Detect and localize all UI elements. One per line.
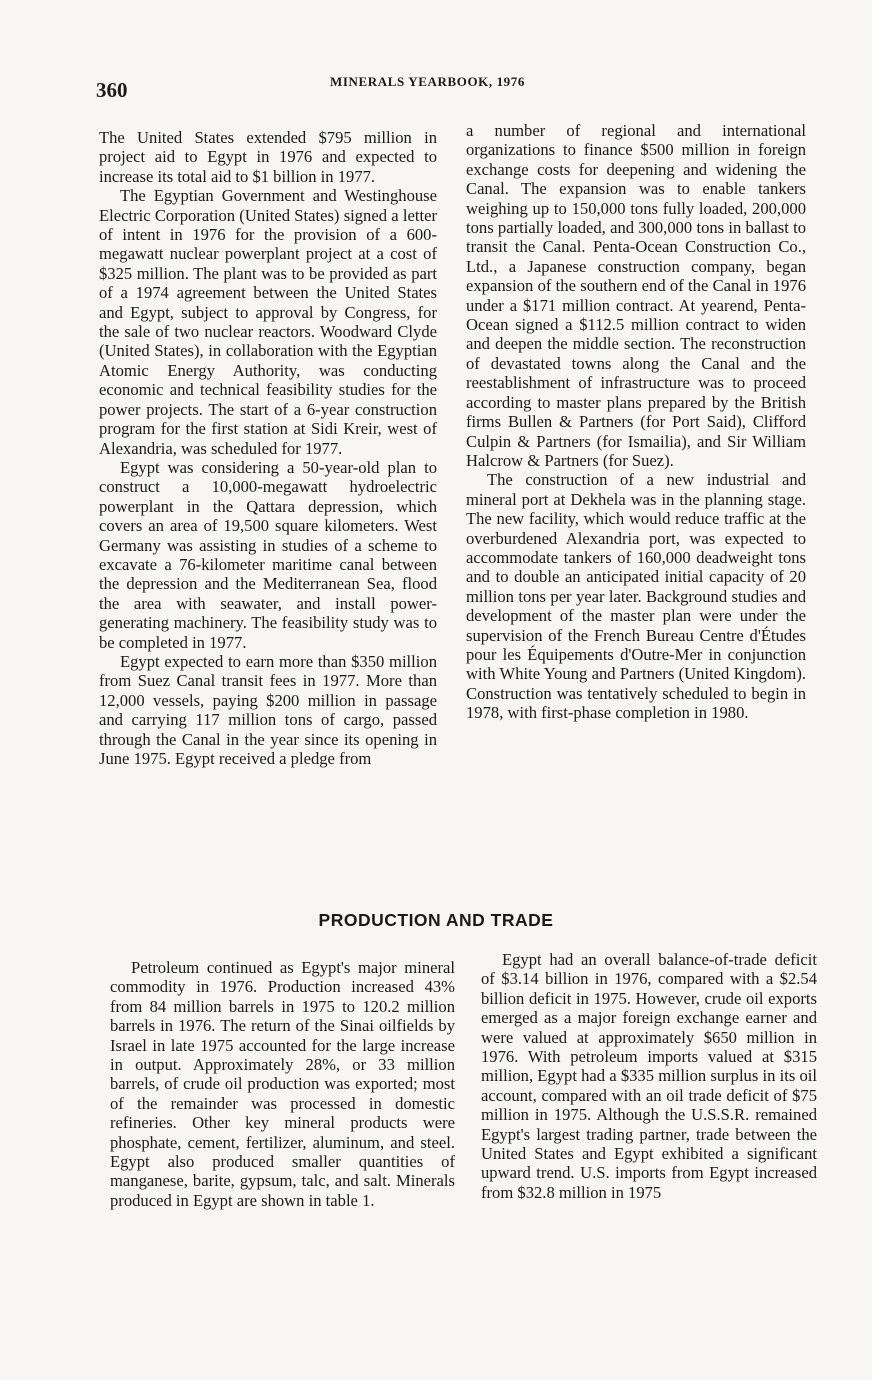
paragraph: Egypt was considering a 50-year-old plan to construct a 10,000-megawatt hydroelectric powerplant in the Qattara depression, which covers an area of 19,500 square kilometers. West Germany was assisting in studies of a scheme to excavate a 76-kilometer maritime canal between the depression and the Mediterranean Sea, flood the area with seawater, and install power-generating machinery. The feasibility study was to be completed in 1977. xyxy=(99,457,437,652)
paragraph: Egypt expected to earn more than $350 million from Suez Canal transit fees in 1977. More than 12,000 vessels, paying $200 million in passage and carrying 117 million tons of cargo, passed through the Canal in the year since its opening in June 1975. Egypt received a pledge from xyxy=(99,651,437,768)
paragraph: a number of regional and international organizations to finance $500 million in foreign exchange costs for deepening and widening the Canal. The expansion was to enable tankers weighing up to 150,000 tons fully loaded, 200,000 tons partially loaded, and 300,000 tons in ballast to transit the Canal. Penta-Ocean Construction Co., Ltd., a Japanese construction company, began expansion of the southern end of the Canal in 1976 under a $171 million contract. At yearend, Penta-Ocean signed a $112.5 million contract to widen and deepen the middle section. The reconstruction of devastated towns along the Canal and the reestablishment of infrastructure was to proceed according to master plans prepared by the British firms Bullen & Partners (for Port Said), Clifford Culpin & Partners (for Ismailia), and Sir William Halcrow & Partners (for Suez). xyxy=(466,121,806,470)
section-heading: PRODUCTION AND TRADE xyxy=(318,910,554,930)
paragraph: Petroleum continued as Egypt's major mineral commodity in 1976. Production increased 43% from 84 million barrels in 1975 to 120.2 million barrels in 1976. The return of the Sinai oilfields by Israel in late 1975 accounted for the large increase in output. Approximately 28%, or 33 million barrels, of crude oil production was exported; most of the remainder was processed in domestic refineries. Other key mineral products were phosphate, cement, fertilizer, aluminum, and steel. Egypt also produced smaller quantities of manganese, barite, gypsum, talc, and salt. Minerals produced in Egypt are shown in table 1. xyxy=(110,958,455,1210)
top-right-column xyxy=(466,121,806,723)
paragraph: The Egyptian Government and Westinghouse Electric Corporation (United States) signed a letter of intent in 1976 for the provision of a 600-megawatt nuclear powerplant project at a cost of $325 million. The plant was to be provided as part of a 1974 agreement between the United States and Egypt, subject to approval by Congress, for the sale of two nuclear reactors. Woodward Clyde (United States), in collaboration with the Egyptian Atomic Energy Authority, was conducting economic and technical feasibility studies for the power projects. The start of a 6-year construction program for the first station at Sidi Kreir, west of Alexandria, was scheduled for 1977. xyxy=(99,186,437,458)
paragraph: Egypt had an overall balance-of-trade deficit of $3.14 billion in 1976, compared with a $2.54 billion deficit in 1975. However, crude oil exports emerged as a major foreign exchange earner and were valued at approximately $650 million in 1976. With petroleum imports valued at $315 million, Egypt had a $335 million surplus in its oil account, compared with an oil trade deficit of $75 million in 1975. Although the U.S.S.R. remained Egypt's largest trading partner, trade between the United States and Egypt exhibited a significant upward trend. U.S. imports from Egypt increased from $32.8 million in 1975 xyxy=(481,950,817,1202)
page-number: 360 xyxy=(96,78,128,102)
bottom-right-column xyxy=(481,950,817,1202)
running-title: MINERALS YEARBOOK, 1976 xyxy=(330,74,525,89)
top-left-column xyxy=(99,128,437,768)
paragraph: The construction of a new industrial and mineral port at Dekhela was in the planning stage. The new facility, which would reduce traffic at the overburdened Alexandria port, was expected to accommodate tankers of 160,000 deadweight tons and to double an anticipated initial capacity of 20 million tons per year later. Background studies and development of the master plan were under the supervision of the French Bureau Centre d'Études pour les Équipements d'Outre-Mer in conjunction with White Young and Partners (United Kingdom). Construction was tentatively scheduled to begin in 1978, with first-phase completion in 1980. xyxy=(466,470,806,723)
bottom-left-column xyxy=(110,958,455,1210)
paragraph: The United States extended $795 million in project aid to Egypt in 1976 and expected to increase its total aid to $1 billion in 1977. xyxy=(99,128,437,186)
